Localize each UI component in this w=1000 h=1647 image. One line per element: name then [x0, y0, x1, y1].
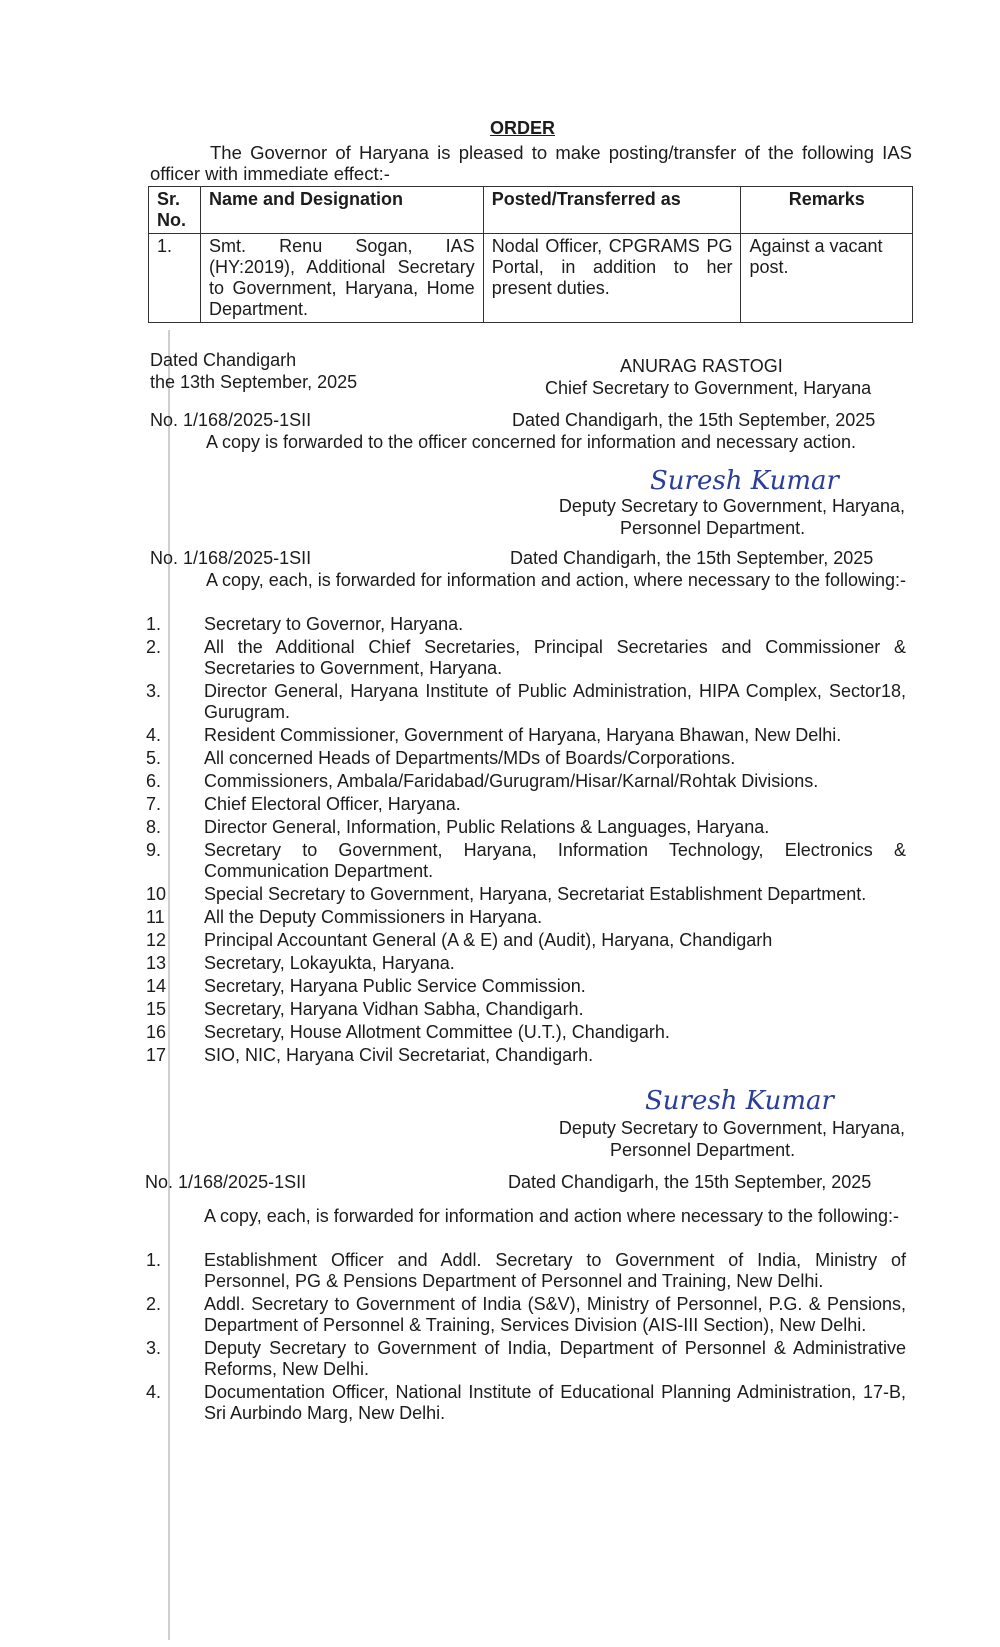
cell-sr: 1. — [149, 234, 201, 323]
endorsement-3-text: A copy, each, is forwarded for information and action where necessary to the following:- — [204, 1206, 900, 1226]
list-item: 17 SIO, NIC, Haryana Civil Secretariat, Chandigarh. — [146, 1045, 594, 1065]
endorsement-1-no: No. 1/168/2025-1SII — [150, 410, 312, 430]
list-item: 11 All the Deputy Commissioners in Haryana. — [146, 907, 543, 927]
list-item: 14 Secretary, Haryana Public Service Commission. — [146, 976, 586, 996]
list-item: 12 Principal Accountant General (A & E) and (Audit), Haryana, Chandigarh — [146, 930, 773, 950]
endorsement-1-dated: Dated Chandigarh, the 15th September, 2025 — [512, 410, 876, 430]
list-item: 13 Secretary, Lokayukta, Haryana. — [146, 953, 455, 973]
header-posted-as: Posted/Transferred as — [483, 187, 741, 234]
header-name-designation: Name and Designation — [200, 187, 483, 234]
signature: Suresh Kumar — [645, 1086, 834, 1116]
endorsement-2-no: No. 1/168/2025-1SII — [150, 548, 312, 568]
endorsement-3-list — [146, 1250, 906, 1426]
cell-posted: Nodal Officer, CPGRAMS PG Portal, in addition to her present duties. — [483, 234, 741, 323]
order-table — [148, 186, 913, 323]
order-intro: The Governor of Haryana is pleased to make posting/transfer of the following IAS officer with immediate effect:- — [150, 142, 912, 184]
cell-remarks: Against a vacant post. — [741, 234, 913, 323]
dated-place: Dated Chandigarh — [150, 350, 297, 370]
list-item: 10 Special Secretary to Government, Haryana, Secretariat Establishment Department. — [146, 884, 867, 904]
endorsement-3-dated: Dated Chandigarh, the 15th September, 2025 — [508, 1172, 872, 1192]
list-item: 15 Secretary, Haryana Vidhan Sabha, Chandigarh. — [146, 999, 584, 1019]
endorsement-1-sig-line1: Deputy Secretary to Government, Haryana, — [558, 496, 905, 516]
endorsement-1-sig-line2: Personnel Department. — [620, 518, 806, 538]
endorsement-2-sig-line2: Personnel Department. — [610, 1140, 796, 1160]
list-item: 1. Secretary to Governor, Haryana. — [146, 614, 464, 634]
signatory-title: Chief Secretary to Government, Haryana — [545, 378, 872, 398]
list-item: 8. Director General, Information, Public Relations & Languages, Haryana. — [146, 817, 770, 837]
endorsement-2-dated: Dated Chandigarh, the 15th September, 2025 — [510, 548, 874, 568]
list-item: 7. Chief Electoral Officer, Haryana. — [146, 794, 461, 814]
table-row — [149, 234, 913, 323]
list-item: 2. All the Additional Chief Secretaries, Principal Secretaries and Commissioner & Secretaries to Government, Haryana. — [146, 637, 906, 678]
list-item: 16 Secretary, House Allotment Committee (U.T.), Chandigarh. — [146, 1022, 670, 1042]
signatory-name: ANURAG RASTOGI — [620, 356, 783, 376]
endorsement-2-text: A copy, each, is forwarded for information and action, where necessary to the following:- — [206, 570, 907, 590]
list-item: 4. Resident Commissioner, Government of Haryana, Haryana Bhawan, New Delhi. — [146, 725, 842, 745]
list-item: 5. All concerned Heads of Departments/MDs of Boards/Corporations. — [146, 748, 736, 768]
endorsement-2-list — [146, 614, 906, 1068]
list-item: 2. Addl. Secretary to Government of India (S&V), Ministry of Personnel, P.G. & Pensions, Department of Personnel & Training, Services Division (AIS-III Section), New Delhi. — [146, 1294, 906, 1335]
list-item: 6. Commissioners, Ambala/Faridabad/Gurugram/Hisar/Karnal/Rohtak Divisions. — [146, 771, 819, 791]
endorsement-3-no: No. 1/168/2025-1SII — [145, 1172, 307, 1192]
endorsement-1-text: A copy is forwarded to the officer concerned for information and necessary action. — [206, 432, 857, 452]
table-header-row — [149, 187, 913, 234]
endorsement-2-sig-line1: Deputy Secretary to Government, Haryana, — [558, 1118, 905, 1138]
cell-name: Smt. Renu Sogan, IAS (HY:2019), Additional Secretary to Government, Haryana, Home Department. — [200, 234, 483, 323]
header-sr-no: Sr. No. — [149, 187, 201, 234]
list-item: 9. Secretary to Government, Haryana, Information Technology, Electronics & Communication Department. — [146, 840, 906, 881]
order-title: ORDER — [490, 118, 556, 138]
signature: Suresh Kumar — [650, 466, 839, 496]
list-item: 3. Director General, Haryana Institute of Public Administration, HIPA Complex, Sector18, Gurugram. — [146, 681, 906, 722]
header-remarks: Remarks — [741, 187, 913, 234]
dated-date: the 13th September, 2025 — [150, 372, 358, 392]
list-item: 4. Documentation Officer, National Institute of Educational Planning Administration, 17-B, Sri Aurbindo Marg, New Delhi. — [146, 1382, 906, 1423]
list-item: 1. Establishment Officer and Addl. Secretary to Government of India, Ministry of Personnel, PG & Pensions Department of Personnel and Training, New Delhi. — [146, 1250, 906, 1291]
list-item: 3. Deputy Secretary to Government of India, Department of Personnel & Administrative Reforms, New Delhi. — [146, 1338, 906, 1379]
